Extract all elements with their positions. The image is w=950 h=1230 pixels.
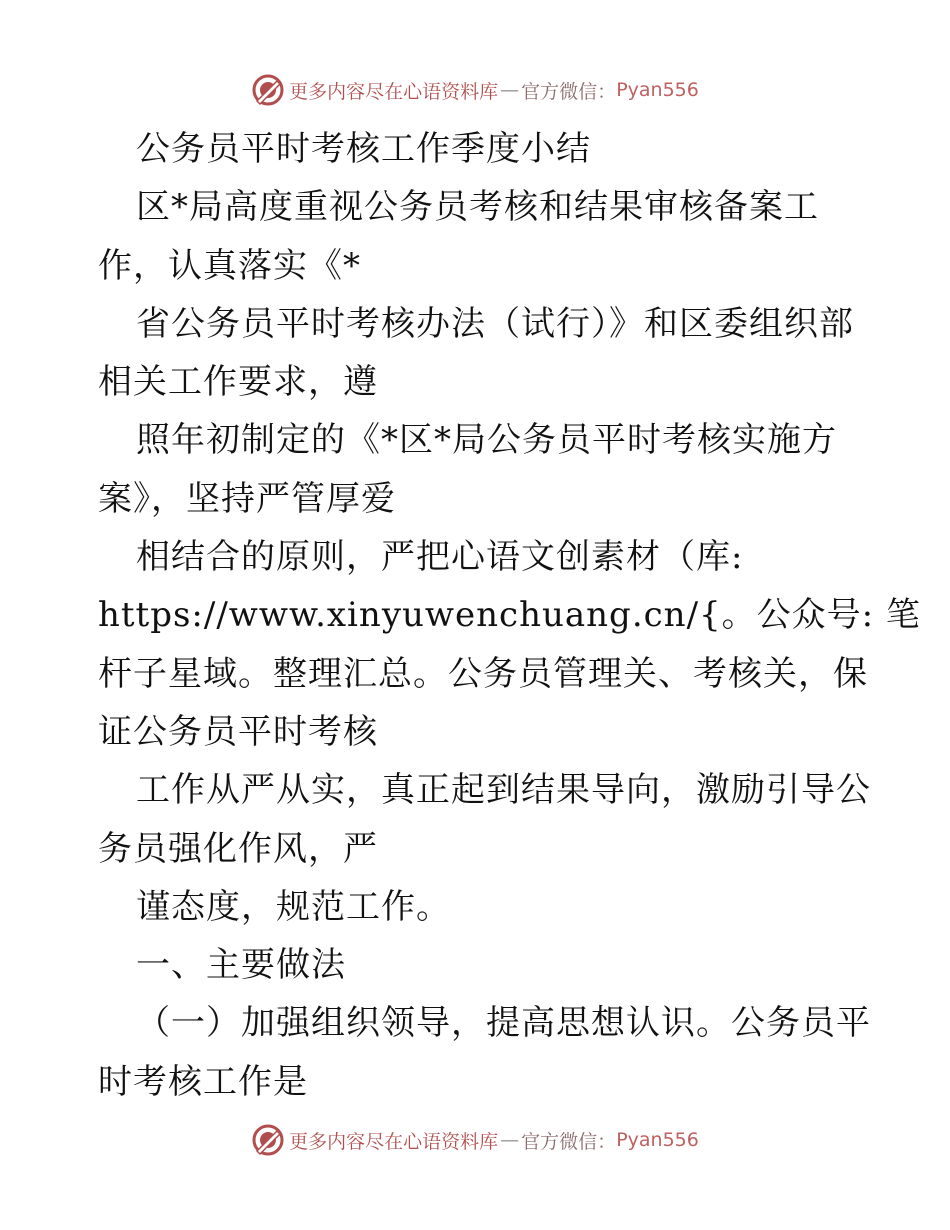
document-line: 杆子星域。整理汇总。公务员管理关、考核关，保 [98,653,868,694]
banner-wechat-label: 官方微信： [521,1130,617,1153]
document-body [98,120,921,1111]
document-line: 一、主要做法 [136,945,346,986]
pen-seal-logo-icon [251,73,285,107]
document-line: https://www.xinyuwenchuang.cn/{。公众号: 笔 [98,595,921,636]
footer-watermark-banner [0,1120,950,1160]
banner-separator: — [500,79,520,101]
banner-separator: — [500,1129,520,1151]
banner-wechat-label: 官方微信： [521,80,617,103]
pen-seal-logo-icon [251,1123,285,1157]
banner-wechat-id: Pyan556 [616,1129,699,1151]
document-line: （一）加强组织领导，提高思想认识。公务员平 [136,1003,871,1044]
document-line: 谨态度，规范工作。 [136,886,451,927]
document-line: 工作从严从实，真正起到结果导向，激励引导公 [136,770,871,811]
document-line: 公务员平时考核工作季度小结 [136,129,591,169]
header-watermark-banner [0,70,950,110]
document-line: 时考核工作是 [98,1061,308,1102]
document-line: 案》，坚持严管厚爱 [98,478,396,519]
banner-text: 更多内容尽在心语资料库 [289,80,499,103]
document-line: 省公务员平时考核办法（试行）》和区委组织部 [136,303,854,344]
document-line: 相关工作要求，遵 [98,362,378,403]
document-line: 相结合的原则，严把心语文创素材（库: [136,537,744,578]
document-line: 照年初制定的《*区*局公务员平时考核实施方 [136,420,837,461]
document-line: 作，认真落实《* [98,245,361,286]
banner-wechat-id: Pyan556 [616,79,699,101]
banner-text: 更多内容尽在心语资料库 [289,1130,499,1153]
document-line: 务员强化作风，严 [98,828,378,869]
document-line: 区*局高度重视公务员考核和结果审核备案工 [136,187,819,228]
document-line: 证公务员平时考核 [98,711,378,752]
